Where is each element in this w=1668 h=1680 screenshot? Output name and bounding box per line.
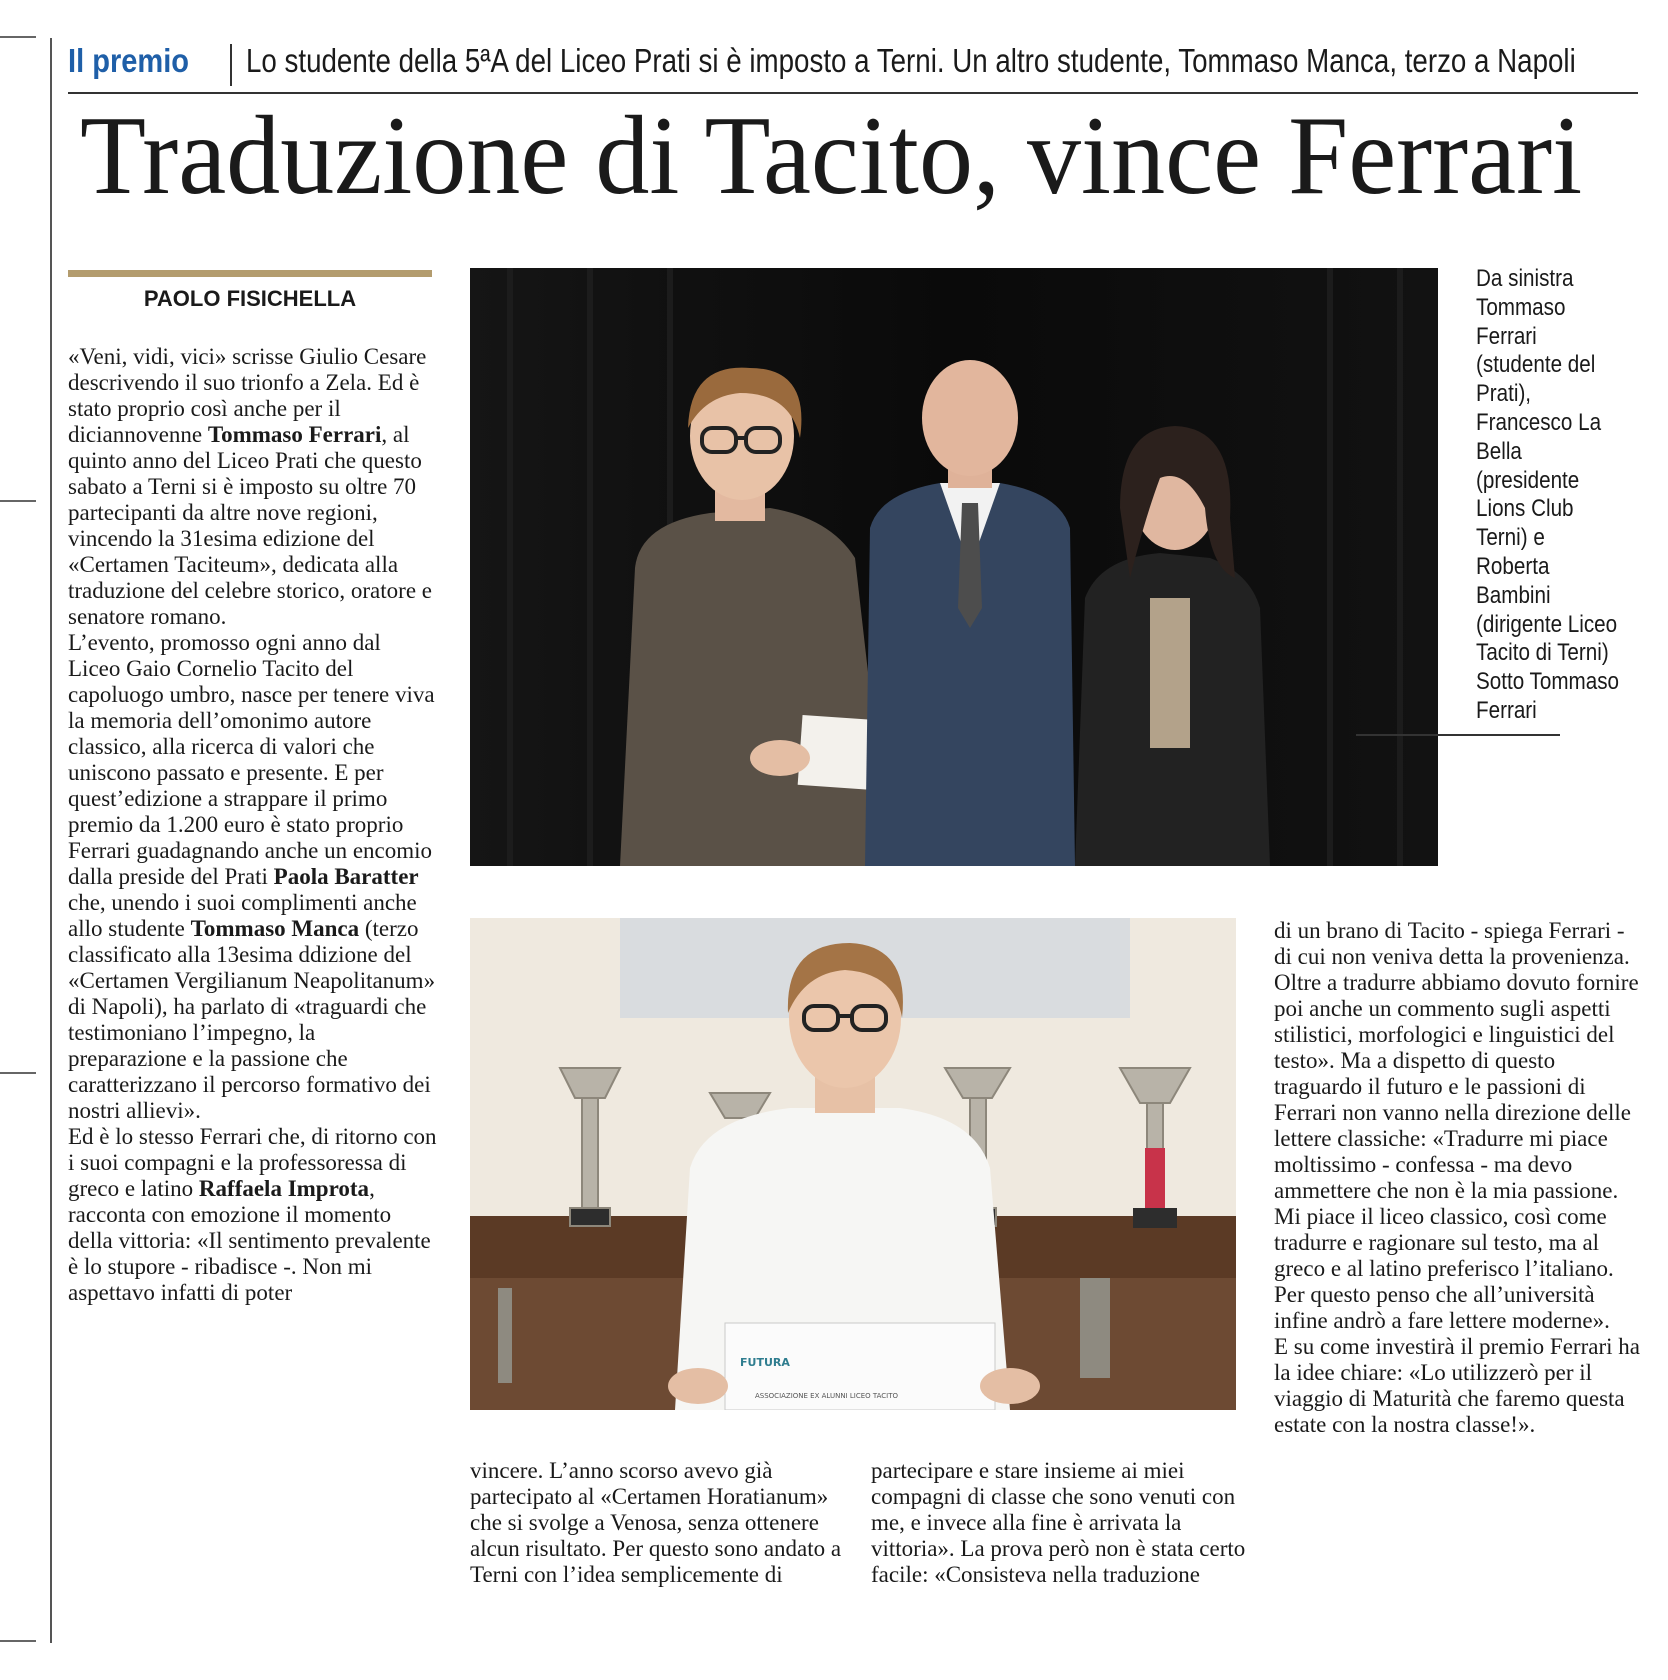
article-text: , al quinto anno del Liceo Prati che questo sabato a Terni si è imposto su oltre 70 partecipanti da altre nove regioni, vincendo la 31esima edizione del «Certamen Taciteum», dedicata alla traduzione del celebre storico, oratore e senatore romano.	[68, 422, 432, 629]
headline: Traduzione di Tacito, vince Ferrari	[80, 94, 1583, 218]
article-text: «Veni, vidi, vici» scrisse Giulio Cesare descrivendo il suo trionfo a Zela. Ed è stato proprio così anche per il diciannovenne	[68, 344, 427, 447]
kicker-bar	[68, 40, 1638, 94]
person-name: Tommaso Manca	[190, 916, 360, 941]
certificate-title: FUTURA	[740, 1356, 790, 1369]
certificate-text: ASSOCIAZIONE EX ALUNNI LICEO TACITO	[755, 1392, 898, 1400]
margin-tick	[0, 500, 36, 502]
article-column-2	[470, 1458, 845, 1588]
photo-caption: Da sinistra Tommaso Ferrari (studente del Prati), Francesco La Bella (presidente Lions Club Terni) e Roberta Bambini (dirigente Liceo Tacito di Terni) Sotto Tommaso Ferrari	[1476, 265, 1620, 724]
article-text: L’evento, promosso ogni anno dal Liceo Gaio Cornelio Tacito del capoluogo umbro, nasce per tenere viva la memoria dell’omonimo autore classico, alla ricerca di valori che uniscono passato e presente. E per quest’edizione a strappare il primo premio da 1.200 euro è stato proprio Ferrari guadagnando anche un encomio dalla preside del Prati	[68, 630, 435, 889]
article-text: Ed è lo stesso Ferrari che, di ritorno con i suoi compagni e la professoressa di greco e latino	[68, 1124, 437, 1201]
article-column-4	[1274, 918, 1644, 1438]
article-paragraph: E su come investirà il premio Ferrari ha la idee chiare: «Lo utilizzerò per il viaggio di Maturità che faremo questa estate con la nostra classe!».	[1274, 1334, 1640, 1437]
byline-rule	[68, 270, 432, 277]
portrait-illustration	[470, 918, 1236, 1410]
article-paragraph	[68, 630, 438, 1124]
margin-tick	[0, 36, 36, 38]
margin-tick	[0, 1640, 36, 1642]
person-name: Paola Baratter	[273, 864, 419, 889]
article-paragraph: partecipare e stare insieme ai miei compagni di classe che sono venuti con me, e invece alla fine è arrivata la vittoria». La prova però non è stata certo facile: «Consisteva nella traduzione	[871, 1458, 1246, 1587]
person-name: Raffaela Improta	[198, 1176, 370, 1201]
article-paragraph	[68, 1124, 438, 1306]
article-column-3	[871, 1458, 1246, 1588]
article-paragraph	[68, 344, 438, 630]
ceremony-illustration	[470, 268, 1438, 866]
person-name: Tommaso Ferrari	[207, 422, 382, 447]
photo-award-ceremony	[470, 268, 1438, 866]
byline-author: PAOLO FISICHELLA	[143, 286, 357, 311]
section-label: Il premio	[68, 42, 190, 79]
article-column-1	[68, 344, 438, 1306]
article-text: che, unendo i suoi complimenti anche allo studente	[68, 890, 417, 941]
kicker-summary: Lo studente della 5ªA del Liceo Prati si è imposto a Terni. Un altro studente, Tommaso Manca, terzo a Napoli	[246, 42, 1576, 79]
article-paragraph: di un brano di Tacito - spiega Ferrari - di cui non veniva detta la provenienza. Oltre a tradurre abbiamo dovuto fornire poi anche un commento sugli aspetti stilistici, morfologici e linguistici del testo». Ma a dispetto di questo traguardo il futuro e le passioni di Ferrari non vanno nella direzione delle lettere classiche: «Tradurre mi piace moltissimo - confessa - ma devo ammettere che non è la mia passione. Mi piace il liceo classico, così come tradurre e ragionare sul testo, ma al greco e al latino preferisco l’italiano. Per questo penso che all’università infine andrò a fare lettere moderne».	[1274, 918, 1639, 1333]
article-paragraph: vincere. L’anno scorso avevo già partecipato al «Certamen Horatianum» che si svolge a Venosa, senza ottenere alcun risultato. Per questo sono andato a Terni con l’idea semplicemente di	[470, 1458, 842, 1587]
article-text: (terzo classificato alla 13esima ddizione del «Certamen Vergilianum Neapolitanum» di Napoli), ha parlato di «traguardi che testimoniano l’impegno, la preparazione e la passione che caratterizzano il percorso formativo dei nostri allievi».	[68, 916, 436, 1123]
article-text: , racconta con emozione il momento della vittoria: «Il sentimento prevalente è lo stupore - ribadisce -. Non mi aspettavo infatti di poter	[68, 1176, 431, 1305]
photo-student-portrait	[470, 918, 1236, 1410]
kicker-separator	[230, 44, 232, 86]
margin-tick	[0, 1072, 36, 1074]
column-rule-left	[50, 38, 52, 1643]
caption-rule	[1356, 734, 1560, 736]
